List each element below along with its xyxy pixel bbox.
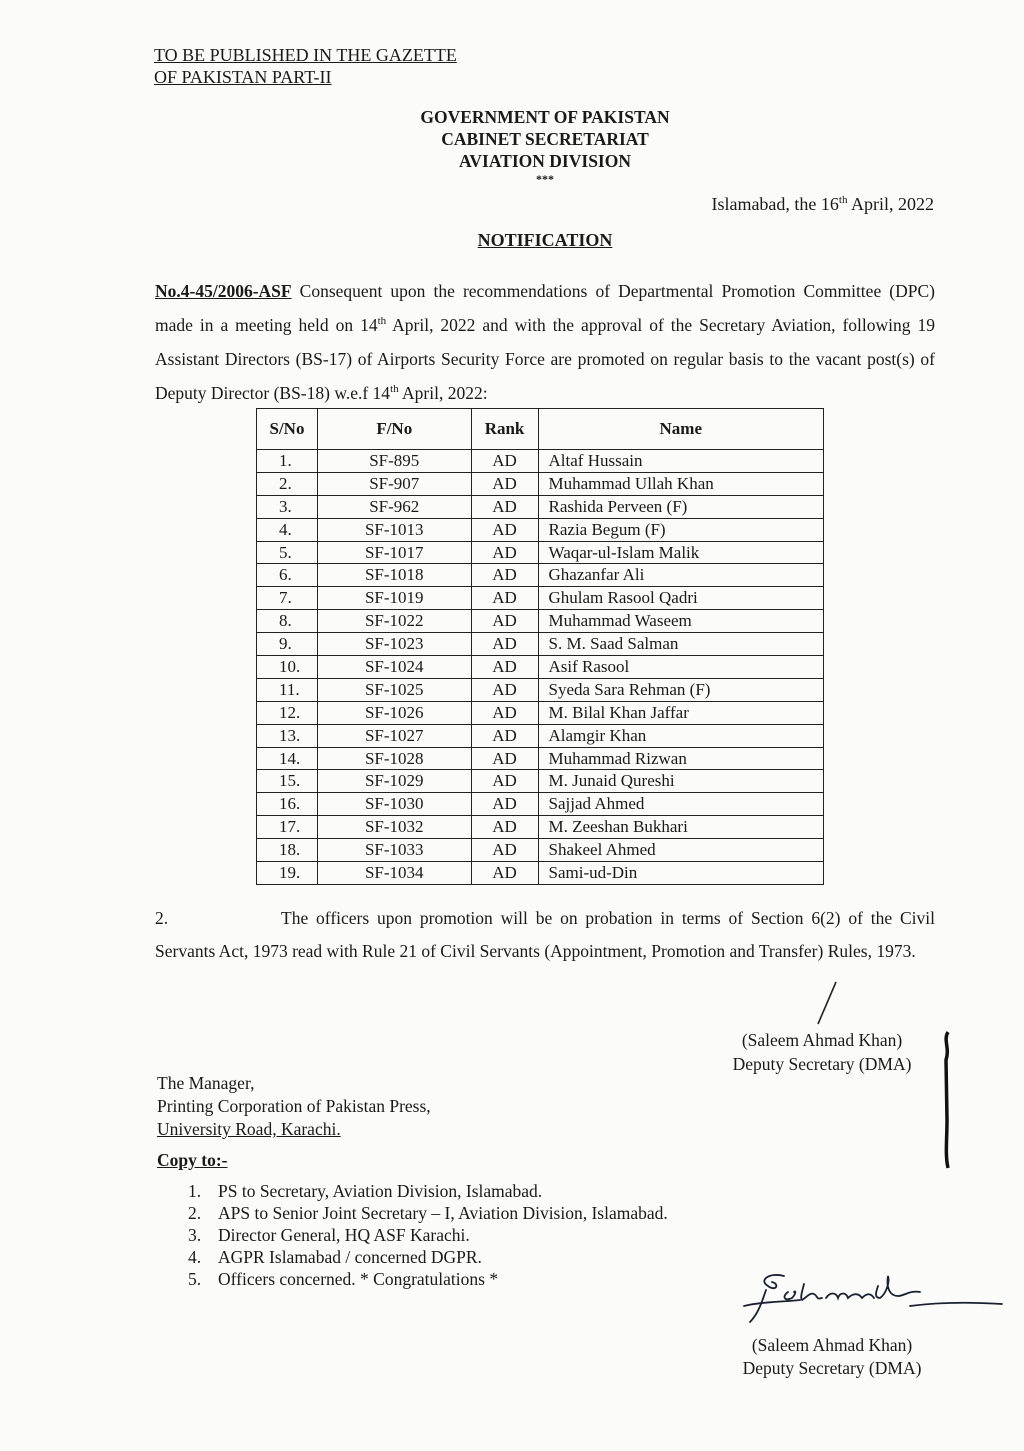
list-item-text: AGPR Islamabad / concerned DGPR. <box>218 1247 482 1267</box>
header-fno: F/No <box>317 409 471 450</box>
list-item-number: 5. <box>188 1269 202 1289</box>
table-body <box>257 450 824 885</box>
list-item <box>188 1202 668 1224</box>
signatory-block-2 <box>722 1334 942 1380</box>
para1-text-3: April, 2022: <box>398 383 488 403</box>
row-name: Asif Rasool <box>538 656 823 679</box>
table-row <box>257 793 824 816</box>
list-item <box>188 1246 668 1268</box>
reference-number: No.4-45/2006-ASF <box>155 281 292 301</box>
row-fno: SF-1013 <box>317 518 471 541</box>
list-item <box>188 1224 668 1246</box>
para1-sup-2: th <box>390 383 399 396</box>
document-header <box>0 106 1024 186</box>
row-name: Ghulam Rasool Qadri <box>538 587 823 610</box>
header-cabinet: CABINET SECRETARIAT <box>441 129 649 149</box>
row-name: M. Junaid Qureshi <box>538 770 823 793</box>
probation-paragraph <box>155 902 935 968</box>
row-name: Alamgir Khan <box>538 724 823 747</box>
signatory-2-title: Deputy Secretary (DMA) <box>742 1358 922 1378</box>
row-sno: 1. <box>257 450 318 473</box>
row-fno: SF-962 <box>317 495 471 518</box>
row-rank: AD <box>471 816 538 839</box>
list-item-number: 3. <box>188 1225 202 1245</box>
gazette-notice <box>154 44 457 88</box>
row-name: Muhammad Waseem <box>538 610 823 633</box>
row-rank: AD <box>471 450 538 473</box>
row-name: Syeda Sara Rehman (F) <box>538 678 823 701</box>
header-sno: S/No <box>257 409 318 450</box>
row-sno: 4. <box>257 518 318 541</box>
header-division: AVIATION DIVISION <box>459 151 631 171</box>
addressee-line-2: Printing Corporation of Pakistan Press, <box>157 1096 431 1116</box>
row-sno: 7. <box>257 587 318 610</box>
row-name: Ghazanfar Ali <box>538 564 823 587</box>
row-fno: SF-1025 <box>317 678 471 701</box>
addressee-line-1: The Manager, <box>157 1073 255 1093</box>
row-rank: AD <box>471 472 538 495</box>
row-rank: AD <box>471 587 538 610</box>
row-rank: AD <box>471 747 538 770</box>
header-name: Name <box>538 409 823 450</box>
list-item-number: 4. <box>188 1247 202 1267</box>
row-rank: AD <box>471 724 538 747</box>
row-sno: 8. <box>257 610 318 633</box>
row-sno: 13. <box>257 724 318 747</box>
row-rank: AD <box>471 564 538 587</box>
row-name: M. Zeeshan Bukhari <box>538 816 823 839</box>
row-rank: AD <box>471 701 538 724</box>
table-row <box>257 701 824 724</box>
table-row <box>257 724 824 747</box>
table-row <box>257 839 824 862</box>
row-rank: AD <box>471 793 538 816</box>
signatory-2-name: (Saleem Ahmad Khan) <box>751 1335 913 1355</box>
notification-title: NOTIFICATION <box>477 230 613 250</box>
row-fno: SF-1030 <box>317 793 471 816</box>
signature-stroke-mark <box>806 978 846 1028</box>
addressee-line-3: University Road, Karachi. <box>157 1119 341 1139</box>
row-fno: SF-1033 <box>317 839 471 862</box>
row-sno: 17. <box>257 816 318 839</box>
para1-text-2: April, 2022 and with the approval of the Secretary Aviation, following 19 Assistant Directors (BS-17) of Airports Security Force are promoted on regular basis to the vacant post(s) of Deputy Director (BS-18) w.e.f 14 <box>155 315 935 403</box>
table-row <box>257 450 824 473</box>
table-row <box>257 610 824 633</box>
officers-table <box>256 408 824 885</box>
row-fno: SF-1029 <box>317 770 471 793</box>
row-sno: 9. <box>257 633 318 656</box>
signatory-1-title: Deputy Secretary (DMA) <box>732 1054 912 1074</box>
row-sno: 18. <box>257 839 318 862</box>
para1-sup-1: th <box>377 315 387 328</box>
row-sno: 11. <box>257 678 318 701</box>
row-sno: 12. <box>257 701 318 724</box>
row-fno: SF-1034 <box>317 862 471 885</box>
row-sno: 5. <box>257 541 318 564</box>
signatory-block-1 <box>722 1028 922 1076</box>
row-rank: AD <box>471 541 538 564</box>
row-sno: 16. <box>257 793 318 816</box>
table-row <box>257 747 824 770</box>
table-header-row <box>257 409 824 450</box>
row-rank: AD <box>471 839 538 862</box>
row-fno: SF-1024 <box>317 656 471 679</box>
table-row <box>257 541 824 564</box>
addressee-block <box>157 1072 431 1141</box>
row-sno: 19. <box>257 862 318 885</box>
copy-to-title: Copy to:- <box>157 1150 228 1170</box>
dateline <box>711 194 934 215</box>
copy-to-list <box>188 1180 668 1290</box>
header-stars: *** <box>536 172 554 186</box>
row-fno: SF-1028 <box>317 747 471 770</box>
table-row <box>257 770 824 793</box>
row-sno: 14. <box>257 747 318 770</box>
list-item <box>188 1180 668 1202</box>
row-fno: SF-907 <box>317 472 471 495</box>
row-sno: 3. <box>257 495 318 518</box>
row-name: Muhammad Ullah Khan <box>538 472 823 495</box>
row-name: S. M. Saad Salman <box>538 633 823 656</box>
table-row <box>257 472 824 495</box>
list-item-number: 1. <box>188 1181 202 1201</box>
row-rank: AD <box>471 495 538 518</box>
row-name: Rashida Perveen (F) <box>538 495 823 518</box>
table-row <box>257 495 824 518</box>
list-item-text: Director General, HQ ASF Karachi. <box>218 1225 470 1245</box>
list-item <box>188 1268 668 1290</box>
row-name: Razia Begum (F) <box>538 518 823 541</box>
row-sno: 6. <box>257 564 318 587</box>
table-row <box>257 633 824 656</box>
header-government: GOVERNMENT OF PAKISTAN <box>420 107 670 127</box>
row-fno: SF-1022 <box>317 610 471 633</box>
row-fno: SF-1027 <box>317 724 471 747</box>
row-name: Waqar-ul-Islam Malik <box>538 541 823 564</box>
dateline-post: April, 2022 <box>847 194 934 214</box>
row-fno: SF-1032 <box>317 816 471 839</box>
row-fno: SF-1017 <box>317 541 471 564</box>
row-fno: SF-1026 <box>317 701 471 724</box>
row-rank: AD <box>471 633 538 656</box>
row-name: Sajjad Ahmed <box>538 793 823 816</box>
row-name: Sami-ud-Din <box>538 862 823 885</box>
row-fno: SF-1018 <box>317 564 471 587</box>
table-row <box>257 678 824 701</box>
list-item-text: PS to Secretary, Aviation Division, Islamabad. <box>218 1181 543 1201</box>
row-rank: AD <box>471 770 538 793</box>
row-fno: SF-1019 <box>317 587 471 610</box>
row-sno: 2. <box>257 472 318 495</box>
row-sno: 15. <box>257 770 318 793</box>
row-rank: AD <box>471 656 538 679</box>
handwritten-signature <box>740 1262 1010 1332</box>
list-item-number: 2. <box>188 1203 202 1223</box>
header-rank: Rank <box>471 409 538 450</box>
row-name: M. Bilal Khan Jaffar <box>538 701 823 724</box>
row-name: Shakeel Ahmed <box>538 839 823 862</box>
table-row <box>257 518 824 541</box>
para2-text: The officers upon promotion will be on probation in terms of Section 6(2) of the Civil Servants Act, 1973 read with Rule 21 of Civil Servants (Appointment, Promotion and Transfer) Rules, 1973. <box>155 908 935 961</box>
para2-number: 2. <box>155 908 169 928</box>
table-row <box>257 656 824 679</box>
row-rank: AD <box>471 678 538 701</box>
margin-bracket-mark <box>940 1030 956 1170</box>
row-sno: 10. <box>257 656 318 679</box>
table-row <box>257 862 824 885</box>
table-row <box>257 564 824 587</box>
notification-paragraph <box>155 274 935 410</box>
table-row <box>257 587 824 610</box>
row-fno: SF-1023 <box>317 633 471 656</box>
list-item-text: Officers concerned. * Congratulations * <box>218 1269 499 1289</box>
row-rank: AD <box>471 862 538 885</box>
list-item-text: APS to Senior Joint Secretary – I, Aviation Division, Islamabad. <box>218 1203 668 1223</box>
dateline-sup: th <box>838 194 848 206</box>
signatory-1-name: (Saleem Ahmad Khan) <box>741 1030 903 1050</box>
table-row <box>257 816 824 839</box>
row-rank: AD <box>471 518 538 541</box>
dateline-pre: Islamabad, the 16 <box>711 194 839 214</box>
row-fno: SF-895 <box>317 450 471 473</box>
para1-text-1: Consequent upon the recommendations of Departmental Promotion Committee (DPC) made in a meeting held on 14 <box>155 281 935 335</box>
row-rank: AD <box>471 610 538 633</box>
gazette-line-1: TO BE PUBLISHED IN THE GAZETTE <box>154 45 457 65</box>
row-name: Muhammad Rizwan <box>538 747 823 770</box>
gazette-line-2: OF PAKISTAN PART-II <box>154 67 332 87</box>
row-name: Altaf Hussain <box>538 450 823 473</box>
